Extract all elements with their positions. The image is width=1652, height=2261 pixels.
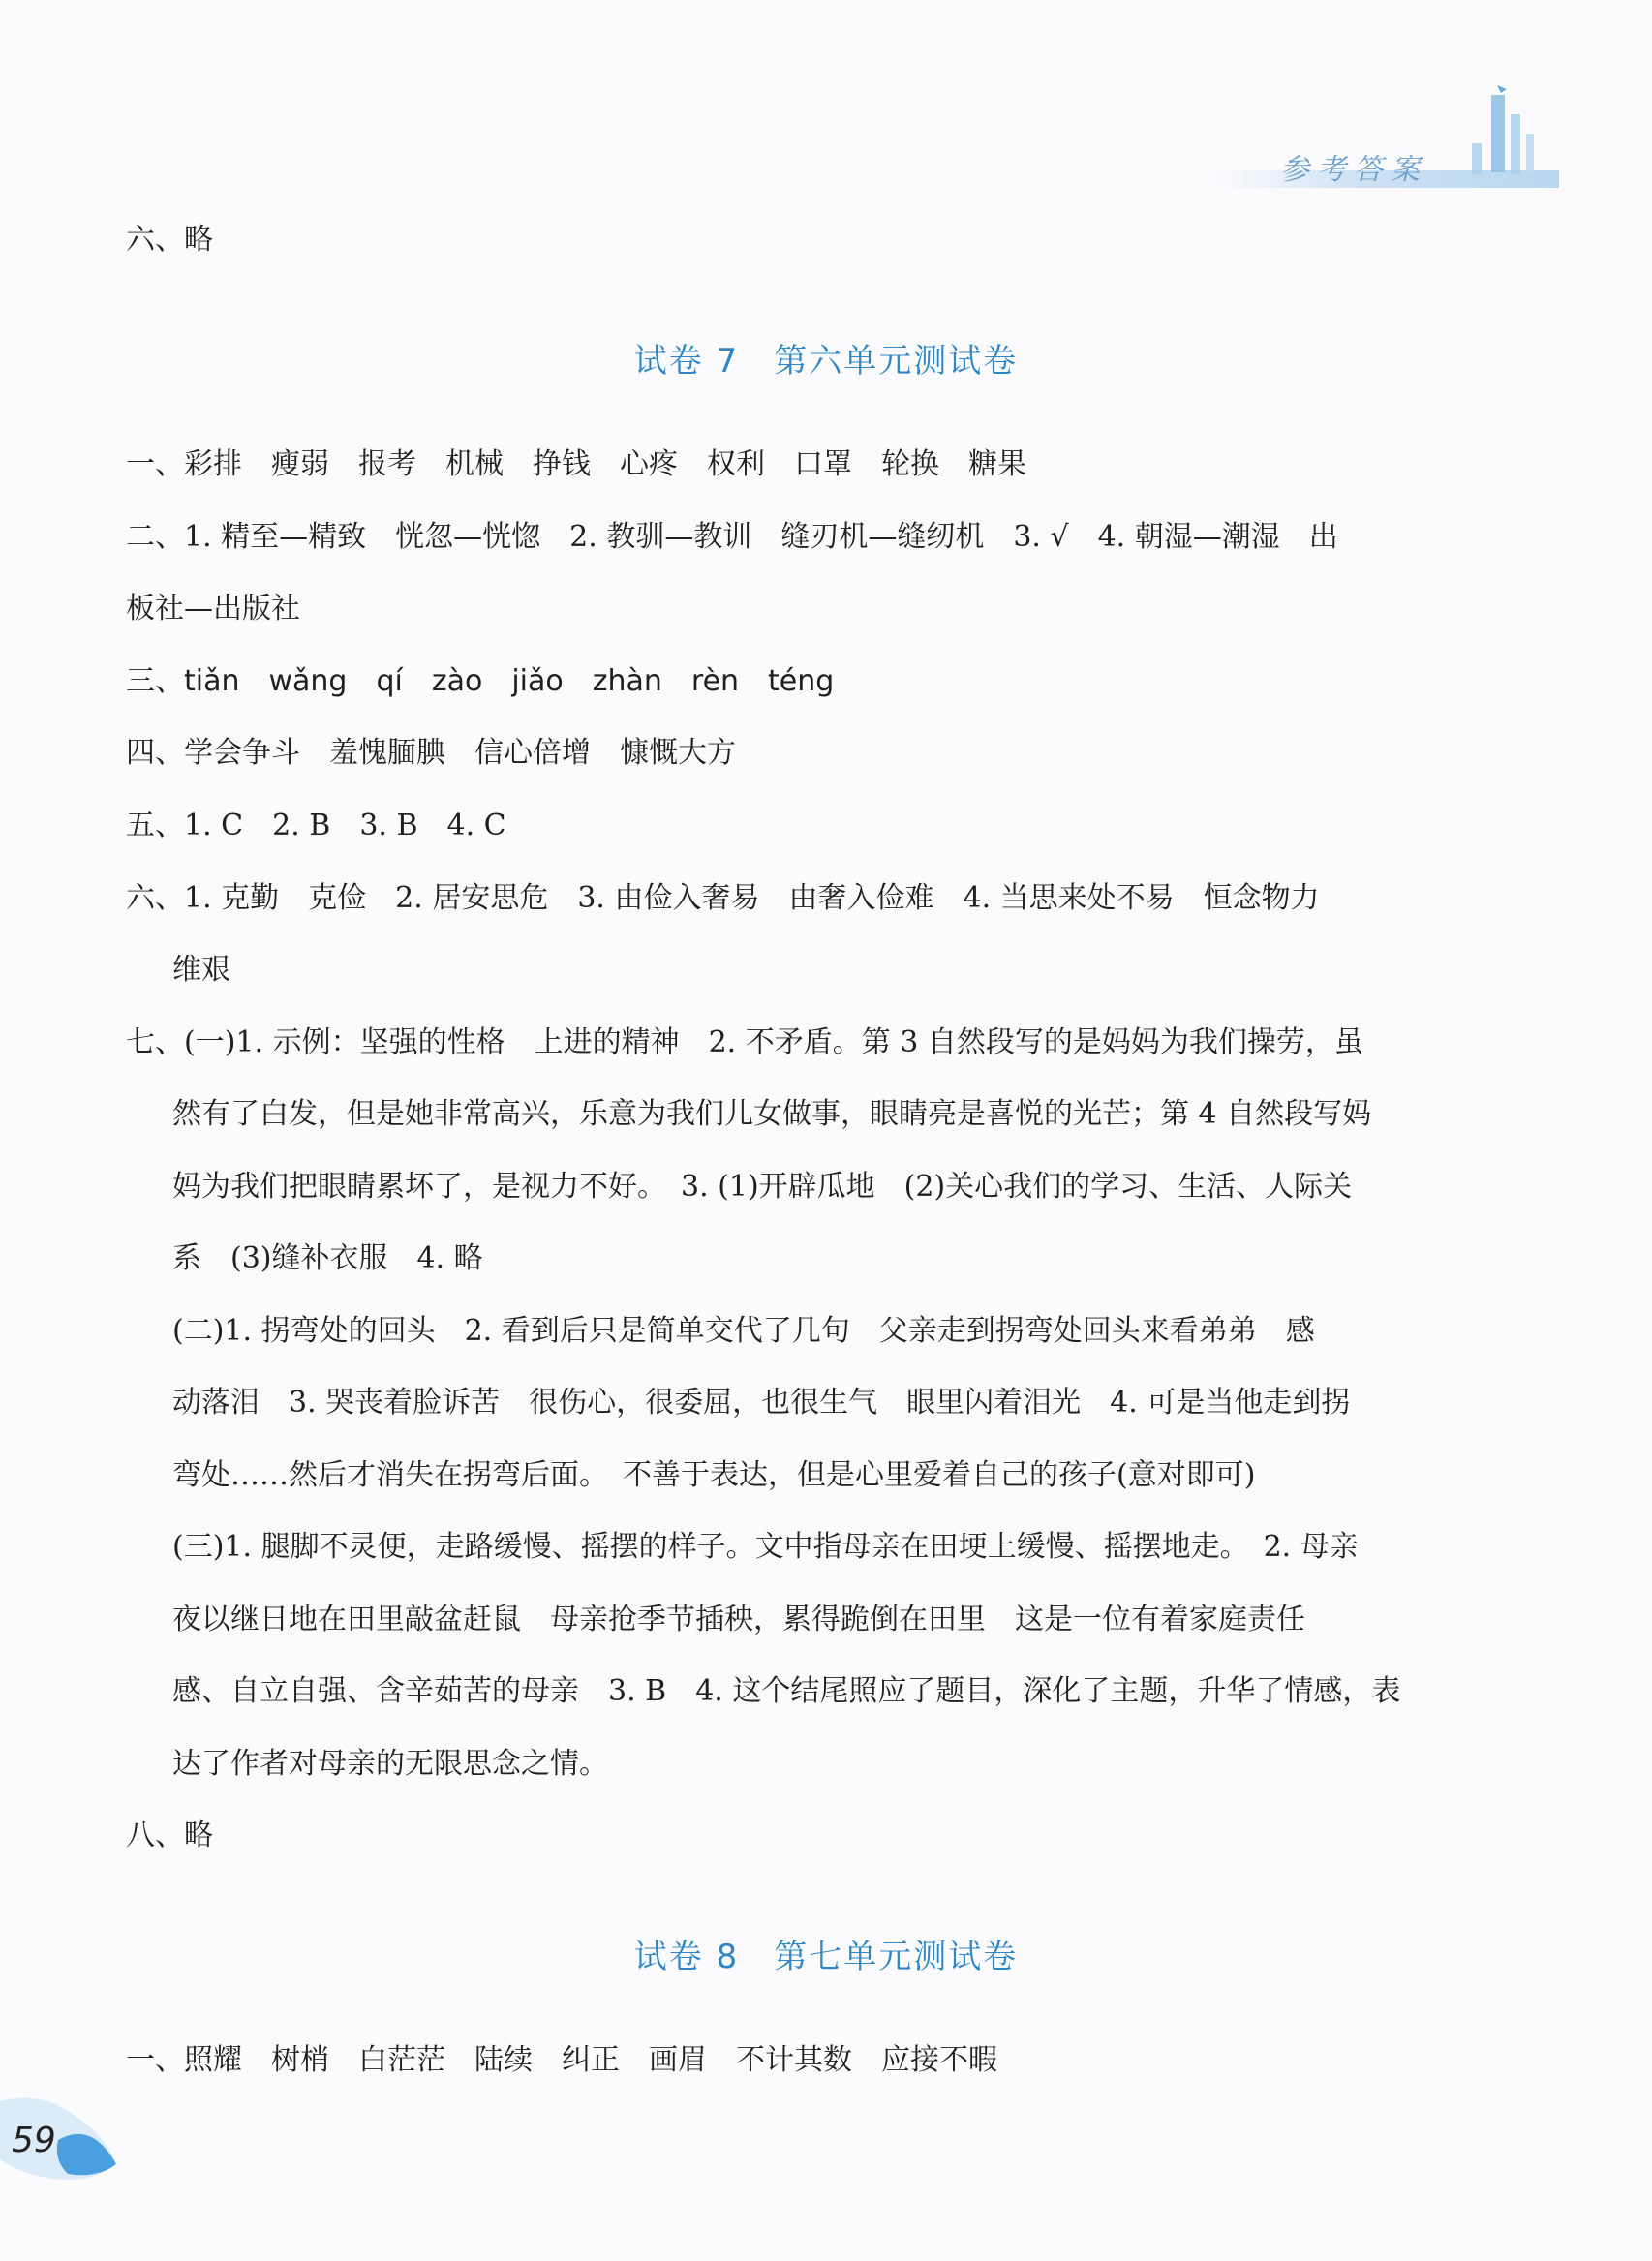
answer-line: 五、1. C 2. B 3. B 4. C (126, 809, 506, 842)
section-six-answer: 六、略 (126, 223, 213, 257)
answer-line: 然有了白发，但是她非常高兴，乐意为我们儿女做事，眼睛亮是喜悦的光芒；第 4 自然段写妈 (172, 1097, 1372, 1131)
answer-line: 达了作者对母亲的无限思念之情。 (172, 1747, 608, 1781)
answer-line: 六、1. 克勤 克俭 2. 居安思危 3. 由俭入奢易 由奢入俭难 4. 当思来处不易 恒念物力 (126, 881, 1320, 915)
section-title-test-7: 试卷 7 第六单元测试卷 (633, 342, 1019, 381)
answer-line: (三)1. 腿脚不灵便，走路缓慢、摇摆的样子。文中指母亲在田埂上缓慢、摇摆地走。 2. 母亲 (172, 1530, 1359, 1564)
answer-line: 二、1. 精至—精致 恍忽—恍惚 2. 教驯—教训 缝刃机—缝纫机 3. √ 4. 朝湿—潮湿 出 (126, 520, 1338, 554)
answer-line: 一、彩排 瘦弱 报考 机械 挣钱 心疼 权利 口罩 轮换 糖果 (126, 447, 1026, 481)
header-label: 参考答案 (1280, 153, 1427, 187)
answer-line: 七、(一)1. 示例：坚强的性格 上进的精神 2. 不矛盾。第 3 自然段写的是妈妈为我们操劳，虽 (126, 1025, 1363, 1059)
answer-line-pinyin: 三、tiǎn wǎng qí zào jiǎo zhàn rèn téng (126, 664, 835, 698)
answer-line: 夜以继日地在田里敲盆赶鼠 母亲抢季节插秧，累得跪倒在田里 这是一位有着家庭责任 (172, 1603, 1305, 1636)
answer-line: 感、自立自强、含辛茹苦的母亲 3. B 4. 这个结尾照应了题目，深化了主题，升华了情感，表 (172, 1674, 1401, 1708)
answer-line: 四、学会争斗 羞愧腼腆 信心倍增 慷慨大方 (126, 736, 736, 770)
answer-line: 一、照耀 树梢 白茫茫 陆续 纠正 画眉 不计其数 应接不暇 (126, 2043, 997, 2077)
answer-line: 系 (3)缝补衣服 4. 略 (172, 1241, 483, 1275)
answer-line: 动落泪 3. 哭丧着脸诉苦 很伤心，很委屈，也很生气 眼里闪着泪光 4. 可是当他走到拐 (172, 1386, 1351, 1420)
answer-line: 板社—出版社 (126, 592, 300, 626)
section-title-test-8: 试卷 8 第七单元测试卷 (633, 1938, 1019, 1976)
answer-line: 妈为我们把眼睛累坏了，是视力不好。 3. (1)开辟瓜地 (2)关心我们的学习、生活、人际关 (172, 1170, 1353, 1204)
answer-line: 八、略 (126, 1818, 213, 1852)
answer-line: 维艰 (172, 953, 230, 987)
answer-line: (二)1. 拐弯处的回头 2. 看到后只是简单交代了几句 父亲走到拐弯处回头来看弟弟 感 (172, 1314, 1315, 1348)
page-number: 59 (12, 2121, 56, 2160)
answer-line: 弯处……然后才消失在拐弯后面。 不善于表达，但是心里爱着自己的孩子(意对即可) (172, 1458, 1256, 1492)
